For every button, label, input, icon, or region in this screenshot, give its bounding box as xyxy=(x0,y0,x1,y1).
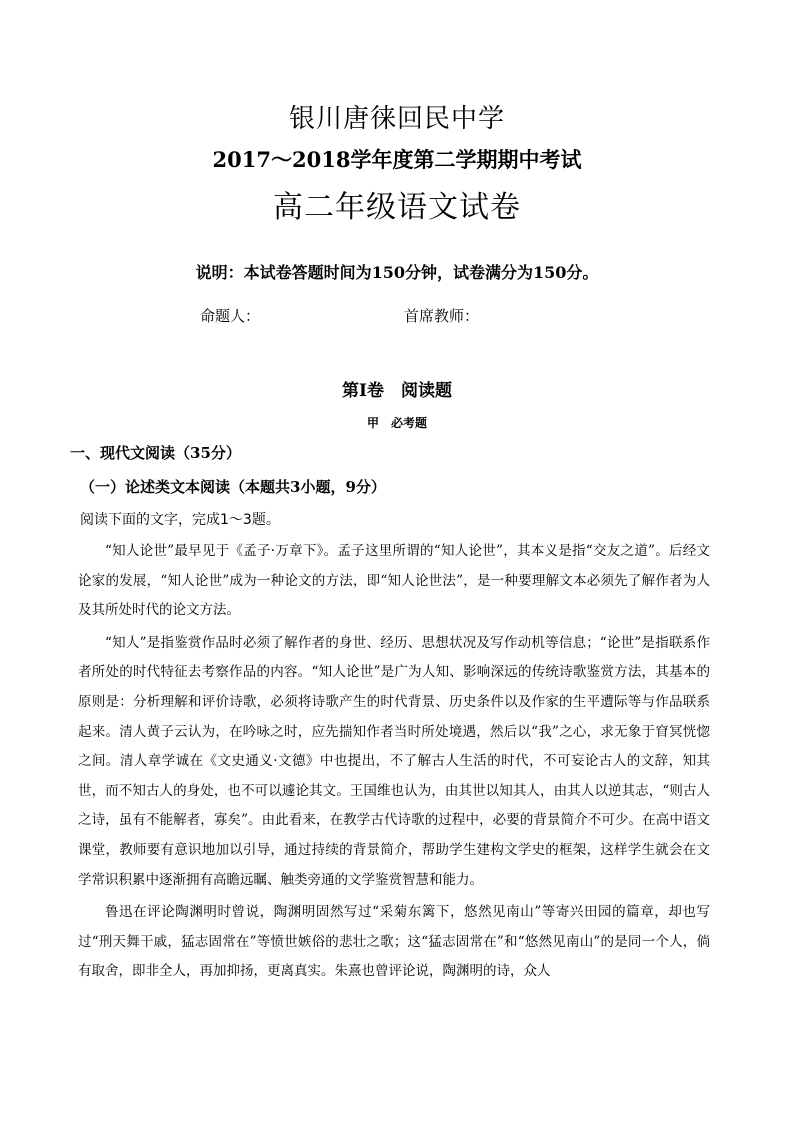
section-heading: 一、现代文阅读（35分） xyxy=(70,444,241,462)
paper-title: 高二年级语文试卷 xyxy=(273,190,521,225)
part-subtitle: 甲 必考题 xyxy=(366,416,427,430)
exam-note: 说明：本试卷答题时间为150分钟，试卷满分为150分。 xyxy=(195,263,599,282)
part-title: 第Ⅰ卷 阅读题 xyxy=(342,381,452,401)
chief-teacher-label: 首席教师： xyxy=(404,307,480,325)
exam-title: 2017～2018学年度第二学期期中考试 xyxy=(212,147,582,172)
reading-instruction: 阅读下面的文字，完成1～3题。 xyxy=(80,512,280,528)
subsection-heading: （一）论述类文本阅读（本题共3小题，9分） xyxy=(80,478,386,496)
passage-paragraph: 鲁迅在评论陶渊明时曾说，陶渊明固然写过“采菊东篱下，悠然见南山”等寄兴田园的篇章，却也写过“刑天舞干戚，猛志固常在”等愤世嫉俗的悲壮之歌；这“猛志固常在”和“悠然见南山”的是同一个人，倘有取舍，即非全人，再加抑扬，更离真实。朱熹也曾评论说，陶渊明的诗，众人 xyxy=(78,904,710,980)
passage-paragraph: “知人”是指鉴赏作品时必须了解作者的身世、经历、思想状况及写作动机等信息；“论世”是指联系作者所处的时代特征去考察作品的内容。“知人论世”是广为人知、影响深远的传统诗歌鉴赏方法，其基本的原则是：分析理解和评价诗歌，必须将诗歌产生的时代背景、历史条件以及作家的生平遭际等与作品联系起来。清人黄子云认为，在吟咏之时，应先揣知作者当时所处境遇，然后以“我”之心，求无象于窅冥恍惚之间。清人章学诚在《文史通义·文德》中也提出，不了解古人生活的时代，不可妄论古人的文辞，知其世，而不知古人的身处，也不可以遽论其文。王国维也认为，由其世以知其人，由其人以逆其志，“则古人之诗，虽有不能解者，寡矣”。由此看来，在教学古代诗歌的过程中，必要的背景简介不可少。在高中语文课堂，教师要有意识地加以引导，通过持续的背景简介，帮助学生建构文学史的框架，这样学生就会在文学常识积累中逐渐拥有高瞻远瞩、触类旁通的文学鉴赏智慧和能力。 xyxy=(78,634,710,888)
reading-passage xyxy=(78,537,710,990)
passage-paragraph: “知人论世”最早见于《孟子·万章下》。孟子这里所谓的“知人论世”，其本义是指“交友之道”。后经文论家的发展，“知人论世”成为一种论文的方法，即“知人论世法”，是一种要理解文本必须先了解作者为人及其所处时代的论文方法。 xyxy=(78,543,710,619)
school-name: 银川唐徕回民中学 xyxy=(288,104,505,134)
author-label: 命题人： xyxy=(200,307,261,325)
